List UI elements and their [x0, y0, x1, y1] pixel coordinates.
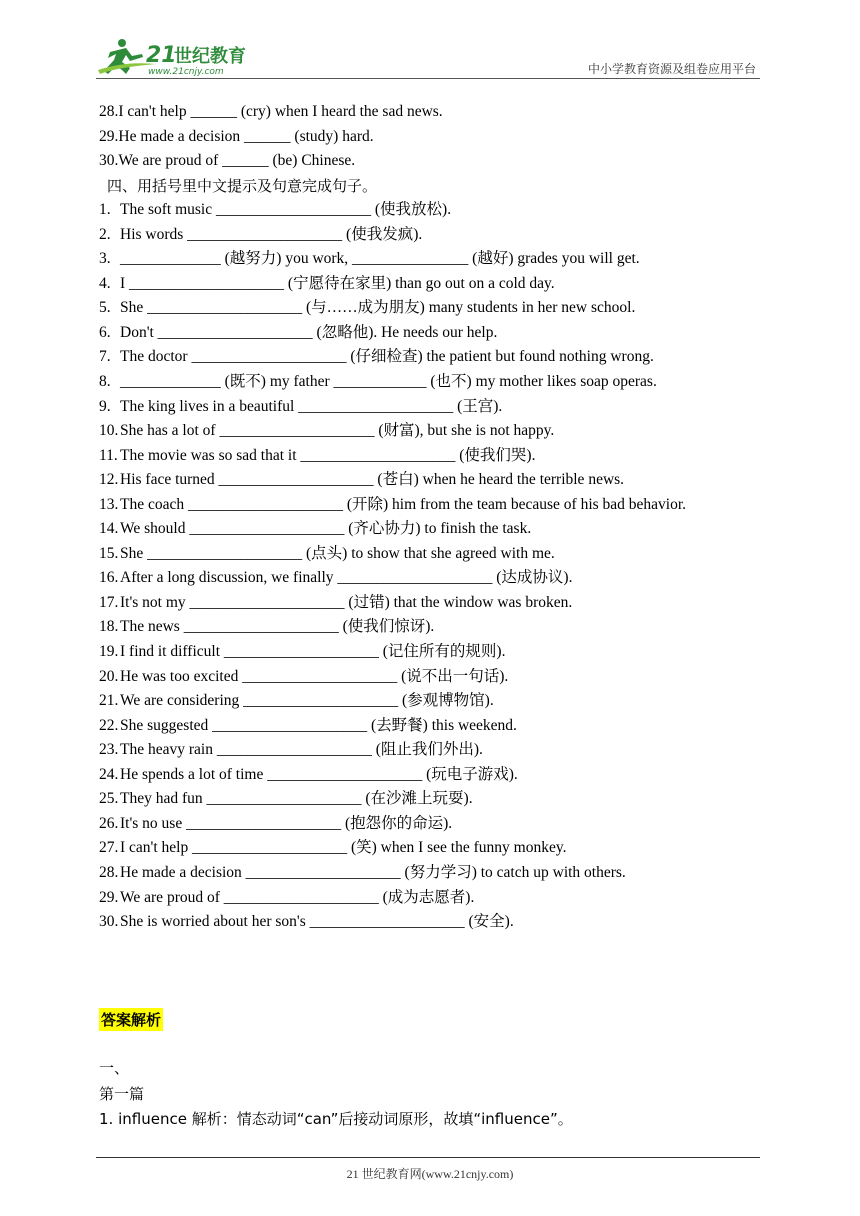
question-number: 20. — [99, 667, 119, 685]
question-number: 27. — [99, 839, 119, 857]
question-line: 29.He made a decision ______ (study) hard. — [99, 127, 374, 145]
section4-list — [99, 198, 764, 934]
footer-divider — [96, 1157, 760, 1158]
answer-item: 1. influence 解析：情态动词“can”后接动词原形，故填“influence”。 — [99, 1110, 573, 1128]
question-number: 25. — [99, 790, 119, 808]
question-line — [99, 395, 764, 420]
question-number: 14. — [99, 520, 119, 538]
question-text: They had fun ____________________ (在沙滩上玩耍). — [120, 790, 473, 808]
exercise-content — [99, 100, 764, 935]
question-number: 23. — [99, 741, 119, 759]
question-line — [99, 787, 764, 812]
question-line — [99, 665, 764, 690]
question-number: 22. — [99, 716, 119, 734]
question-text: I find it difficult ____________________ (记住所有的规则). — [120, 643, 506, 661]
question-line — [99, 615, 764, 640]
question-number: 10. — [99, 422, 119, 440]
question-line — [99, 763, 764, 788]
header-divider — [96, 78, 760, 79]
svg-text:21: 21 — [146, 43, 177, 68]
page-header — [96, 30, 760, 80]
question-line — [99, 321, 764, 346]
question-line — [99, 542, 764, 567]
question-number: 2. — [99, 225, 111, 243]
question-text: It's no use ____________________ (抱怨你的命运). — [120, 814, 453, 832]
question-number: 1. — [99, 201, 111, 219]
question-text: It's not my ____________________ (过错) that the window was broken. — [120, 593, 573, 611]
question-text: The heavy rain ____________________ (阻止我们外出). — [120, 741, 483, 759]
question-text: He was too excited ____________________ (说不出一句话). — [120, 667, 509, 685]
question-text: The doctor ____________________ (仔细检查) the patient but found nothing wrong. — [120, 348, 654, 366]
question-text: We are considering ____________________ (参观博物馆). — [120, 692, 494, 710]
question-text: She suggested ____________________ (去野餐) this weekend. — [120, 716, 517, 734]
question-number: 9. — [99, 397, 111, 415]
question-text: We should ____________________ (齐心协力) to finish the task. — [120, 520, 532, 538]
question-line — [99, 836, 764, 861]
question-number: 28. — [99, 863, 119, 881]
platform-name: 中小学教育资源及组卷应用平台 — [587, 62, 756, 76]
answer-heading — [99, 1008, 163, 1031]
question-line — [99, 640, 764, 665]
question-number: 13. — [99, 495, 119, 513]
answer-part-label: 一、 — [99, 1059, 130, 1077]
question-text: His face turned ____________________ (苍白) when he heard the terrible news. — [120, 471, 625, 489]
question-number: 18. — [99, 618, 119, 636]
question-number: 6. — [99, 323, 111, 341]
question-number: 29. — [99, 888, 119, 906]
question-text: He made a decision ____________________ (努力学习) to catch up with others. — [120, 863, 626, 881]
question-number: 24. — [99, 765, 119, 783]
svg-text:世纪教育: 世纪教育 — [174, 46, 246, 67]
question-number: 3. — [99, 250, 111, 268]
question-number: 4. — [99, 274, 111, 292]
question-text: The coach ____________________ (开除) him from the team because of his bad behavior. — [120, 495, 687, 513]
question-number: 12. — [99, 471, 119, 489]
question-number: 5. — [99, 299, 111, 317]
question-line — [99, 591, 764, 616]
question-line: 30.We are proud of ______ (be) Chinese. — [99, 152, 356, 170]
question-line: 28.I can't help ______ (cry) when I heard the sad news. — [99, 103, 443, 120]
question-line — [99, 468, 764, 493]
question-text: The king lives in a beautiful ____________________ (王宫). — [120, 397, 503, 415]
question-number: 8. — [99, 373, 111, 391]
question-text: _____________ (既不) my father ____________ (也不) my mother likes soap operas. — [120, 373, 657, 391]
question-line — [99, 886, 764, 911]
question-line — [99, 198, 764, 223]
question-number: 17. — [99, 593, 119, 611]
page-footer: 21 世纪教育网(www.21cnjy.com) — [346, 1167, 514, 1181]
question-number: 21. — [99, 692, 119, 710]
question-line — [99, 493, 764, 518]
question-text: We are proud of ____________________ (成为志愿者). — [120, 888, 475, 906]
question-line — [99, 861, 764, 886]
question-text: His words ____________________ (使我发疯). — [120, 225, 423, 243]
question-text: _____________ (越努力) you work, _______________ (越好) grades you will get. — [120, 250, 640, 268]
question-line — [99, 812, 764, 837]
question-text: He spends a lot of time ____________________ (玩电子游戏). — [120, 765, 518, 783]
question-line — [99, 566, 764, 591]
question-text: She is worried about her son's ____________________ (安全). — [120, 913, 514, 931]
question-text: I can't help ____________________ (笑) when I see the funny monkey. — [120, 839, 567, 857]
question-text: She has a lot of ____________________ (财富), but she is not happy. — [120, 422, 555, 440]
question-text: Don't ____________________ (忽略他). He needs our help. — [120, 323, 498, 341]
question-text: She ____________________ (点头) to show that she agreed with me. — [120, 544, 555, 562]
question-number: 26. — [99, 814, 119, 832]
site-logo — [96, 34, 266, 78]
question-number: 11. — [99, 446, 118, 464]
section-title: 四、用括号里中文提示及句意完成句子。 — [107, 176, 378, 195]
question-line — [99, 419, 764, 444]
question-line — [99, 444, 764, 469]
question-line — [99, 272, 764, 297]
question-line — [99, 370, 764, 395]
question-number: 15. — [99, 544, 119, 562]
question-text: The soft music ____________________ (使我放松). — [120, 201, 452, 219]
question-line — [99, 223, 764, 248]
question-line — [99, 345, 764, 370]
svg-text:www.21cnjy.com: www.21cnjy.com — [148, 67, 224, 77]
question-number: 16. — [99, 569, 119, 587]
question-line — [99, 910, 764, 935]
question-number: 19. — [99, 643, 119, 661]
question-number: 7. — [99, 348, 111, 366]
question-text: The movie was so sad that it ____________________ (使我们哭). — [120, 446, 536, 464]
question-line — [99, 517, 764, 542]
question-text: She ____________________ (与……成为朋友) many students in her new school. — [120, 299, 636, 317]
question-line — [99, 689, 764, 714]
question-line — [99, 247, 764, 272]
question-line — [99, 296, 764, 321]
question-line — [99, 738, 764, 763]
question-text: After a long discussion, we finally ____________________ (达成协议). — [120, 569, 573, 587]
answer-title: 答案解析 — [99, 1008, 163, 1031]
question-number: 30. — [99, 913, 119, 931]
answer-passage-label: 第一篇 — [99, 1085, 145, 1103]
question-text: I ____________________ (宁愿待在家里) than go out on a cold day. — [120, 274, 555, 292]
question-text: The news ____________________ (使我们惊讶). — [120, 618, 435, 636]
question-line — [99, 714, 764, 739]
